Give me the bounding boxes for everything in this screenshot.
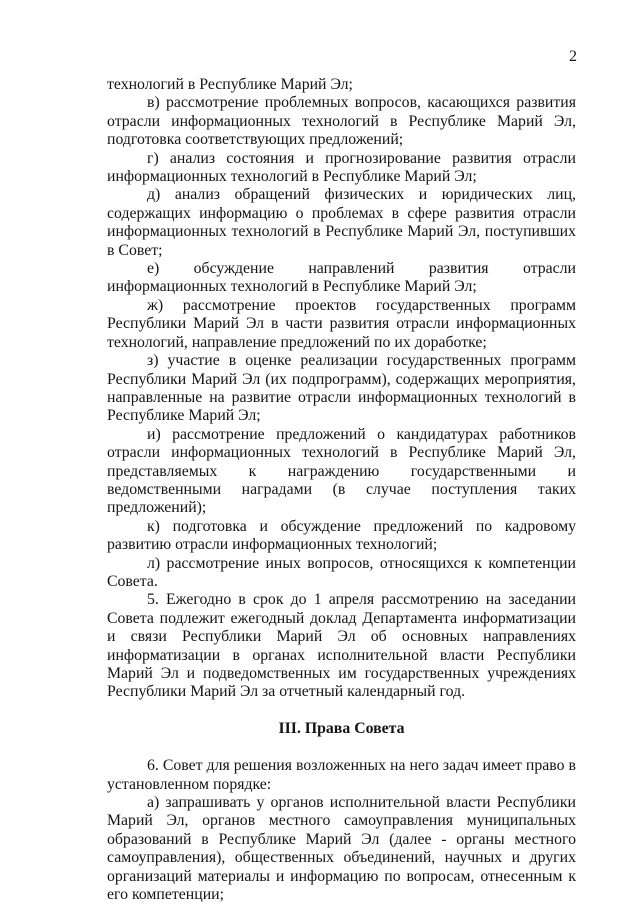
paragraph-clause-5: 5. Ежегодно в срок до 1 апреля рассмотрению на заседании Совета подлежит ежегодный доклад Департамента информатизации и связи Республики Марий Эл об основных направлениях информатизации в органах исполнительной власти Республики Марий Эл и подведомственных им государственных учреждениях Республики Марий Эл за отчетный календарный год. bbox=[107, 591, 576, 701]
paragraph-clause-6: 6. Совет для решения возложенных на него задач имеет право в установленном порядке: bbox=[107, 757, 576, 793]
paragraph-item-i: и) рассмотрение предложений о кандидатурах работников отрасли информационных технологий в Республике Марий Эл, представляемых к награждению государственными и ведомственными наградами (в случае поступления таких предложений); bbox=[107, 425, 576, 517]
paragraph-item-v: в) рассмотрение проблемных вопросов, касающихся развития отрасли информационных технологий в Республике Марий Эл, подготовка соответствующих предложений; bbox=[107, 94, 576, 149]
section-heading: III. Права Совета bbox=[278, 719, 405, 737]
page-number: 2 bbox=[569, 48, 577, 65]
document-body bbox=[107, 76, 576, 904]
paragraph-continuation: технологий в Республике Марий Эл; bbox=[107, 76, 353, 93]
paragraph-item-a: а) запрашивать у органов исполнительной власти Республики Марий Эл, органов местного самоуправления муниципальных образований в Республике Марий Эл (далее - органы местного самоуправления), общественных объединений, научных и других организаций материалы и информацию по вопросам, отнесенным к его компетенции; bbox=[107, 794, 576, 904]
paragraph-item-l: л) рассмотрение иных вопросов, относящихся к компетенции Совета. bbox=[107, 554, 576, 590]
paragraph-item-g: г) анализ состояния и прогнозирование развития отрасли информационных технологий в Республике Марий Эл; bbox=[107, 149, 576, 186]
paragraph-item-zh: ж) рассмотрение проектов государственных программ Республики Марий Эл в части развития отрасли информационных технологий, направление предложений по их доработке; bbox=[107, 296, 576, 351]
paragraph-item-z: з) участие в оценке реализации государственных программ Республики Марий Эл (их подпрограмм), содержащих мероприятия, направленные на развитие отрасли информационных технологий в Республике Марий Эл; bbox=[107, 352, 576, 425]
paragraph-item-e: е) обсуждение направлений развития отрасли информационных технологий в Республике Марий Эл; bbox=[107, 260, 576, 296]
paragraph-item-d: д) анализ обращений физических и юридических лиц, содержащих информацию о проблемах в сфере развития отрасли информационных технологий в Республике Марий Эл, поступивших в Совет; bbox=[107, 186, 576, 259]
paragraph-item-k: к) подготовка и обсуждение предложений по кадровому развитию отрасли информационных технологий; bbox=[107, 517, 576, 554]
